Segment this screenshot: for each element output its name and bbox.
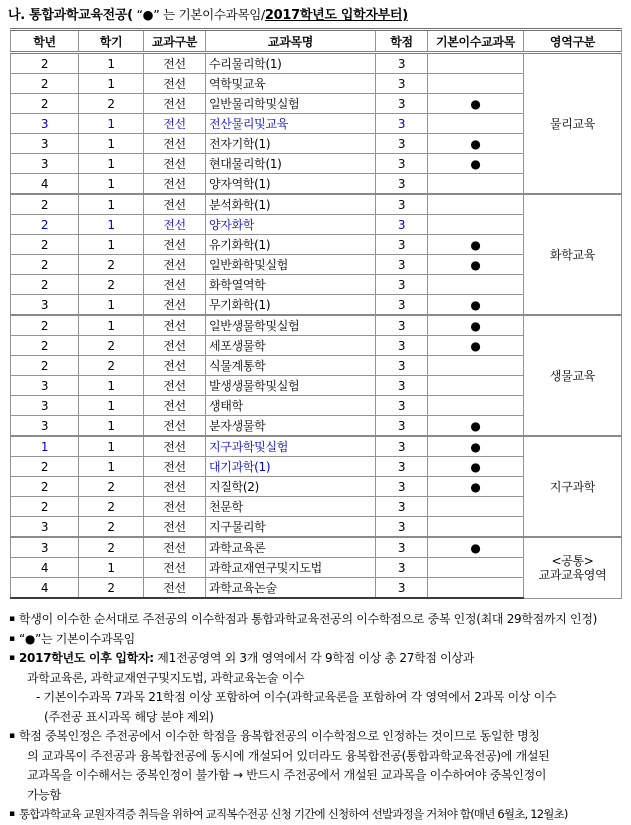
table-row [11,53,622,74]
title-legend-text: “●” 는 기본이수과목임/ [132,7,265,22]
basic-course-dot-cell [428,517,524,538]
basic-course-dot-cell: ● [428,436,524,457]
semester-cell: 1 [79,416,144,437]
division-cell: 전선 [144,94,206,114]
basic-course-dot-cell: ● [428,336,524,356]
grade-cell: 2 [11,356,79,376]
semester-cell: 1 [79,295,144,316]
semester-cell: 2 [79,275,144,295]
division-cell: 전선 [144,174,206,195]
credits-cell: 3 [376,356,428,376]
course-name-cell: 과학교육론 [206,537,376,558]
credits-cell: 3 [376,114,428,134]
basic-course-dot-cell [428,497,524,517]
semester-cell: 1 [79,436,144,457]
grade-cell: 4 [11,558,79,578]
note-text: 의 교과목이 주전공과 융복합전공에 동시에 개설되어 있더라도 융복합전공(통합과학교육전공)에 개설된 [27,748,550,763]
note-text: (주전공 표시과목 해당 분야 제외) [44,709,214,724]
semester-cell: 2 [79,255,144,275]
course-table-body [11,53,622,599]
division-cell: 전선 [144,578,206,599]
division-cell: 전선 [144,477,206,497]
semester-cell: 2 [79,517,144,538]
course-name-cell: 과학교육논술 [206,578,376,599]
course-name-cell: 무기화학(1) [206,295,376,316]
basic-course-dot-cell [428,114,524,134]
division-cell: 전선 [144,53,206,74]
basic-course-dot-cell [428,194,524,215]
course-name-cell: 수리물리학(1) [206,53,376,74]
semester-cell: 1 [79,134,144,154]
division-cell: 전선 [144,74,206,94]
division-cell: 전선 [144,376,206,396]
note-text: 가능함 [27,787,61,802]
note-text: 교과목을 이수해서는 중복인정이 불가함 → 반드시 주전공에서 개설된 교과목을 이수하여야 중복인정이 [27,768,547,782]
grade-cell: 2 [11,336,79,356]
semester-cell: 1 [79,114,144,134]
credits-cell: 3 [376,537,428,558]
area-cell: 물리교육 [524,53,622,195]
credits-cell: 3 [376,315,428,336]
column-header-grade: 학년 [11,30,79,53]
division-cell: 전선 [144,356,206,376]
semester-cell: 1 [79,396,144,416]
basic-course-dot-cell: ● [428,235,524,255]
division-cell: 전선 [144,416,206,437]
grade-cell: 4 [11,174,79,195]
semester-cell: 2 [79,336,144,356]
basic-course-dot-cell: ● [428,295,524,316]
division-cell: 전선 [144,215,206,235]
grade-cell: 2 [11,457,79,477]
note-text: 제1전공영역 외 3개 영역에서 각 9학점 이상 총 27학점 이상과 [153,651,475,665]
basic-course-dot-cell [428,215,524,235]
credits-cell: 3 [376,336,428,356]
note-line [0,786,631,806]
course-name-cell: 유기화학(1) [206,235,376,255]
basic-course-dot-cell: ● [428,457,524,477]
grade-cell: 2 [11,497,79,517]
semester-cell: 1 [79,376,144,396]
semester-cell: 1 [79,53,144,74]
division-cell: 전선 [144,315,206,336]
basic-course-dot-cell [428,356,524,376]
page-title [0,0,631,26]
credits-cell: 3 [376,154,428,174]
column-header-basic-course: 기본이수교과목 [428,30,524,53]
division-cell: 전선 [144,336,206,356]
note-line [0,805,631,825]
grade-cell: 2 [11,235,79,255]
course-table [10,28,622,599]
course-name-cell: 일반화학및실험 [206,255,376,275]
basic-course-dot-cell: ● [428,94,524,114]
grade-cell: 3 [11,396,79,416]
credits-cell: 3 [376,215,428,235]
division-cell: 전선 [144,194,206,215]
note-text: 과학교육론, 과학교재연구및지도법, 과학교육논술 이수 [27,670,305,685]
semester-cell: 1 [79,174,144,195]
semester-cell: 1 [79,194,144,215]
credits-cell: 3 [376,194,428,215]
course-name-cell: 발생생물학및실험 [206,376,376,396]
course-name-cell: 양자화학 [206,215,376,235]
note-text: - 기본이수과목 7과목 21학점 이상 포함하여 이수(과학교육론을 포함하여 각 영역에서 2과목 이상 이수 [36,690,557,704]
grade-cell: 1 [11,436,79,457]
credits-cell: 3 [376,396,428,416]
grade-cell: 2 [11,275,79,295]
grade-cell: 2 [11,194,79,215]
basic-course-dot-cell: ● [428,416,524,437]
basic-course-dot-cell [428,578,524,599]
credits-cell: 3 [376,235,428,255]
note-line [0,708,631,728]
division-cell: 전선 [144,497,206,517]
credits-cell: 3 [376,275,428,295]
grade-cell: 2 [11,74,79,94]
course-table-header [11,30,622,53]
credits-cell: 3 [376,497,428,517]
credits-cell: 3 [376,174,428,195]
basic-course-dot-cell: ● [428,255,524,275]
credits-cell: 3 [376,457,428,477]
note-line [0,649,631,669]
semester-cell: 1 [79,315,144,336]
course-name-cell: 분석화학(1) [206,194,376,215]
credits-cell: 3 [376,295,428,316]
semester-cell: 1 [79,235,144,255]
basic-course-dot-cell [428,376,524,396]
basic-course-dot-cell [428,275,524,295]
course-name-cell: 화학열역학 [206,275,376,295]
note-line [0,630,631,650]
division-cell: 전선 [144,537,206,558]
basic-course-dot-cell [428,396,524,416]
course-name-cell: 세포생물학 [206,336,376,356]
course-name-cell: 지구과학및실험 [206,436,376,457]
note-line [0,747,631,767]
credits-cell: 3 [376,53,428,74]
bullet-icon: ▪ [9,809,15,819]
course-name-cell: 대기과학(1) [206,457,376,477]
bullet-icon: ▪ [9,731,15,741]
bullet-icon: ▪ [9,633,15,644]
semester-cell: 2 [79,94,144,114]
note-text: “●”는 기본이수과목임 [19,631,135,646]
note-line [0,688,631,708]
grade-cell: 2 [11,215,79,235]
course-name-cell: 분자생물학 [206,416,376,437]
note-text: 2017학년도 이후 입학자: [19,651,154,665]
basic-course-dot-cell: ● [428,154,524,174]
course-name-cell: 식물계통학 [206,356,376,376]
credits-cell: 3 [376,255,428,275]
credits-cell: 3 [376,416,428,437]
division-cell: 전선 [144,295,206,316]
area-cell: 화학교육 [524,194,622,315]
credits-cell: 3 [376,517,428,538]
division-cell: 전선 [144,235,206,255]
basic-course-dot-cell: ● [428,315,524,336]
credits-cell: 3 [376,558,428,578]
semester-cell: 1 [79,558,144,578]
grade-cell: 2 [11,255,79,275]
division-cell: 전선 [144,154,206,174]
note-text: 학점 중복인정은 주전공에서 이수한 학점을 융복합전공의 이수학점으로 인정하는 것이므로 동일한 명칭 [19,729,540,743]
course-name-cell: 과학교재연구및지도법 [206,558,376,578]
semester-cell: 1 [79,154,144,174]
note-line [0,610,631,630]
grade-cell: 3 [11,114,79,134]
grade-cell: 3 [11,295,79,316]
semester-cell: 2 [79,477,144,497]
basic-course-dot-cell: ● [428,477,524,497]
grade-cell: 3 [11,154,79,174]
semester-cell: 1 [79,74,144,94]
division-cell: 전선 [144,134,206,154]
course-name-cell: 전자기학(1) [206,134,376,154]
credits-cell: 3 [376,578,428,599]
grade-cell: 2 [11,315,79,336]
grade-cell: 2 [11,94,79,114]
course-name-cell: 양자역학(1) [206,174,376,195]
note-line [0,727,631,747]
semester-cell: 1 [79,457,144,477]
grade-cell: 2 [11,477,79,497]
basic-course-dot-cell [428,558,524,578]
credits-cell: 3 [376,134,428,154]
division-cell: 전선 [144,275,206,295]
division-cell: 전선 [144,114,206,134]
course-name-cell: 생태학 [206,396,376,416]
note-text: 통합과학교육 교원자격증 취득을 위하여 교직복수전공 신청 기간에 신청하여 선발과정을 거쳐야 함(매년 6월초, 12월초) [19,807,568,821]
semester-cell: 2 [79,356,144,376]
basic-course-dot-cell: ● [428,537,524,558]
division-cell: 전선 [144,558,206,578]
course-name-cell: 지구물리학 [206,517,376,538]
credits-cell: 3 [376,74,428,94]
note-line [0,669,631,689]
grade-cell: 2 [11,53,79,74]
division-cell: 전선 [144,255,206,275]
grade-cell: 3 [11,517,79,538]
column-header-area: 영역구분 [524,30,622,53]
credits-cell: 3 [376,94,428,114]
course-name-cell: 현대물리학(1) [206,154,376,174]
basic-course-dot-cell: ● [428,134,524,154]
course-name-cell: 전산물리및교육 [206,114,376,134]
table-row [11,194,622,215]
table-row [11,537,622,558]
table-row [11,315,622,336]
area-cell: 생물교육 [524,315,622,436]
header-row [11,30,622,53]
notes [0,610,631,825]
title-effective-year: 2017학년도 입학자부터) [264,8,408,23]
grade-cell: 3 [11,537,79,558]
semester-cell: 2 [79,578,144,599]
table-row [11,436,622,457]
title-major-name: 나. 통합과학교육전공( [8,8,133,23]
column-header-semester: 학기 [79,30,144,53]
semester-cell: 2 [79,537,144,558]
semester-cell: 2 [79,497,144,517]
grade-cell: 3 [11,376,79,396]
grade-cell: 4 [11,578,79,599]
credits-cell: 3 [376,436,428,457]
credits-cell: 3 [376,376,428,396]
course-name-cell: 역학및교육 [206,74,376,94]
area-cell: 지구과학 [524,436,622,537]
note-text: 학생이 이수한 순서대로 주전공의 이수학점과 통합과학교육전공의 이수학점으로 중복 인정(최대 29학점까지 인정) [19,612,598,626]
grade-cell: 3 [11,416,79,437]
semester-cell: 1 [79,215,144,235]
note-line [0,766,631,786]
bullet-icon: ▪ [9,653,15,663]
column-header-division: 교과구분 [144,30,206,53]
course-name-cell: 일반생물학및실험 [206,315,376,336]
course-name-cell: 일반물리학및실험 [206,94,376,114]
column-header-credits: 학점 [376,30,428,53]
column-header-course-name: 교과목명 [206,30,376,53]
basic-course-dot-cell [428,74,524,94]
division-cell: 전선 [144,396,206,416]
division-cell: 전선 [144,517,206,538]
bullet-icon: ▪ [9,614,15,624]
division-cell: 전선 [144,436,206,457]
basic-course-dot-cell [428,174,524,195]
credits-cell: 3 [376,477,428,497]
division-cell: 전선 [144,457,206,477]
course-name-cell: 천문학 [206,497,376,517]
area-cell: <공통> 교과교육영역 [524,537,622,598]
basic-course-dot-cell [428,53,524,74]
course-name-cell: 지질학(2) [206,477,376,497]
grade-cell: 3 [11,134,79,154]
